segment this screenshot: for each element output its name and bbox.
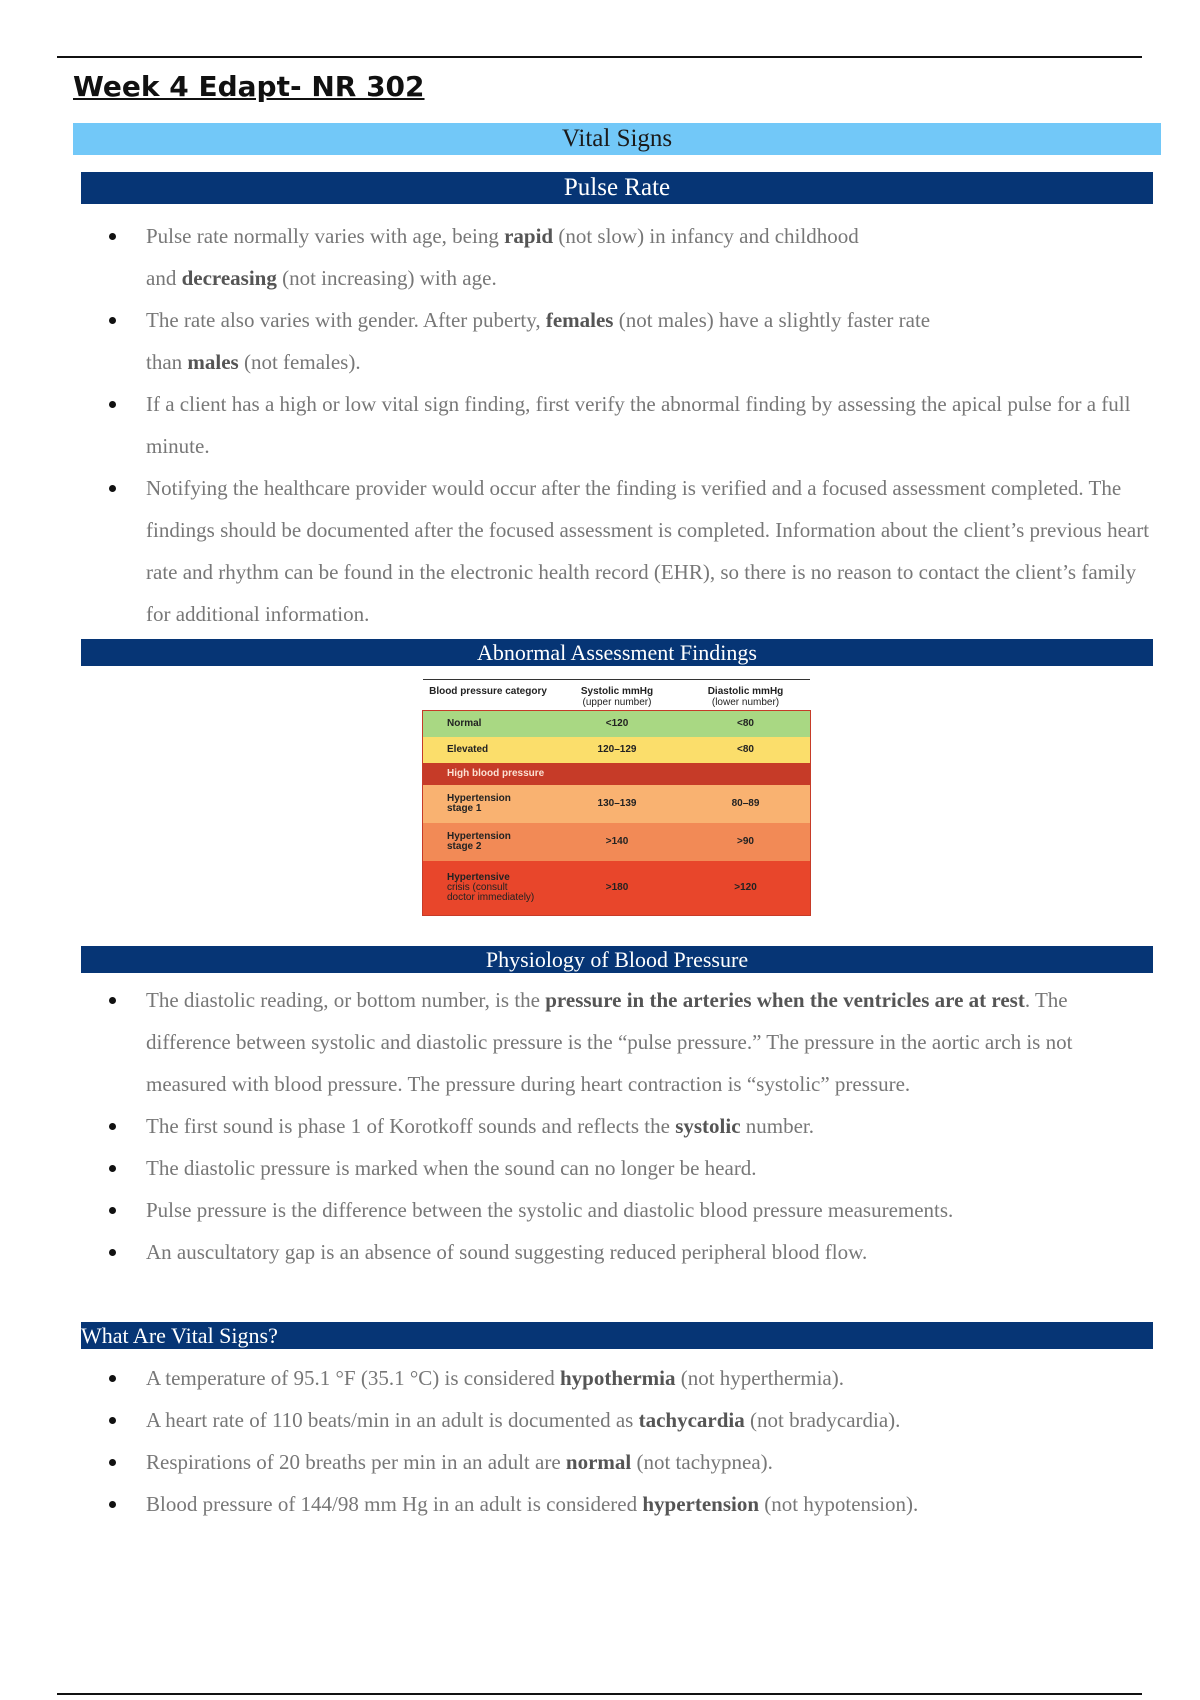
text-run: (not hypotension).	[759, 1492, 919, 1516]
physiology-list	[100, 979, 1152, 1273]
list-item	[100, 979, 1152, 1105]
list-item	[100, 1189, 1152, 1231]
bottom-rule	[57, 1693, 1142, 1695]
text-run: (not females).	[238, 350, 361, 374]
list-item	[100, 1231, 1152, 1273]
list-item	[100, 1441, 1152, 1483]
text-run: The diastolic pressure is marked when the sound can no longer be heard.	[146, 1156, 757, 1180]
text-run: and	[146, 266, 182, 290]
systolic-cell: >180	[553, 861, 681, 915]
blood-pressure-category-table	[423, 679, 810, 915]
bold-term: decreasing	[181, 266, 277, 290]
table-row-crisis	[423, 861, 810, 915]
text-run: Notifying the healthcare provider would occur after the finding is verified and a focused assessment completed. The findings should be documented after the focused assessment is completed. Information about the client’s previous heart rate and rhythm can be found in the electronic health record (EHR), so there is no reason to contact the client’s family for additional information.	[146, 476, 1150, 626]
text-run: The rate also varies with gender. After puberty,	[146, 308, 546, 332]
vital-signs-banner: Vital Signs	[73, 123, 1161, 155]
list-item	[100, 1483, 1152, 1525]
bold-term: tachycardia	[638, 1408, 745, 1432]
bold-term: females	[545, 308, 614, 332]
table-header-row	[423, 680, 810, 712]
systolic-cell: 130–139	[553, 785, 681, 823]
text-run: A heart rate of 110 beats/min in an adult is documented as	[146, 1408, 639, 1432]
category-cell: Normal	[423, 711, 553, 737]
text-run: (not slow) in infancy and childhood	[553, 224, 859, 248]
diastolic-cell: >120	[681, 861, 810, 915]
text-run: (not bradycardia).	[744, 1408, 901, 1432]
table-row-normal	[423, 711, 810, 737]
bold-term: rapid	[504, 224, 554, 248]
list-item	[100, 1147, 1152, 1189]
abnormal-findings-heading: Abnormal Assessment Findings	[81, 639, 1153, 666]
text-run: If a client has a high or low vital sign finding, first verify the abnormal finding by assessing the apical pulse for a full minute.	[146, 392, 1131, 458]
text-run: (not males) have a slightly faster rate	[613, 308, 931, 332]
header-diastolic: Diastolic mmHg (lower number)	[681, 680, 810, 712]
text-run: A temperature of 95.1 °F (35.1 °C) is considered	[146, 1366, 560, 1390]
physiology-heading: Physiology of Blood Pressure	[81, 946, 1153, 973]
header-category: Blood pressure category	[423, 680, 553, 712]
pulse-rate-list	[100, 215, 1152, 635]
bold-term: pressure in the arteries when the ventricles are at rest	[545, 988, 1025, 1012]
systolic-cell: 120–129	[553, 737, 681, 763]
list-item	[100, 1105, 1152, 1147]
text-run: Pulse rate normally varies with age, being	[146, 224, 505, 248]
text-run: Pulse pressure is the difference between the systolic and diastolic blood pressure measurements.	[146, 1198, 954, 1222]
list-item	[100, 215, 1152, 299]
pulse-rate-heading: Pulse Rate	[81, 172, 1153, 204]
text-run: than	[146, 350, 188, 374]
list-item	[100, 299, 1152, 383]
document-title: Week 4 Edapt- NR 302	[73, 70, 425, 103]
text-run: (not tachypnea).	[631, 1450, 773, 1474]
bold-term: systolic	[675, 1114, 741, 1138]
table-row-stage-2	[423, 823, 810, 861]
what-are-vital-signs-heading: What Are Vital Signs?	[81, 1322, 1153, 1349]
table-row-high-blood-pressure	[423, 763, 810, 785]
category-cell: Elevated	[423, 737, 553, 763]
bold-term: hypertension	[642, 1492, 760, 1516]
category-cell: Hypertension stage 2	[423, 823, 553, 861]
systolic-cell: >140	[553, 823, 681, 861]
category-cell: Hypertension stage 1	[423, 785, 553, 823]
text-run: (not hyperthermia).	[675, 1366, 844, 1390]
vital-signs-list	[100, 1357, 1152, 1525]
category-cell: Hypertensive crisis (consult doctor immediately)	[423, 861, 553, 915]
text-run: Blood pressure of 144/98 mm Hg in an adult is considered	[146, 1492, 643, 1516]
text-run: . The difference between systolic and diastolic pressure is the “pulse pressure.” The pressure in the aortic arch is not measured with blood pressure. The pressure during heart contraction is “systolic” pressure.	[146, 988, 1073, 1096]
text-run: number.	[740, 1114, 815, 1138]
list-item	[100, 1399, 1152, 1441]
text-run: The diastolic reading, or bottom number, is the	[146, 988, 546, 1012]
bold-term: males	[187, 350, 239, 374]
table-row-elevated	[423, 737, 810, 763]
bold-term: hypothermia	[559, 1366, 676, 1390]
diastolic-cell: <80	[681, 711, 810, 737]
table-row-stage-1	[423, 785, 810, 823]
list-item	[100, 467, 1152, 635]
diastolic-cell: 80–89	[681, 785, 810, 823]
header-systolic: Systolic mmHg (upper number)	[553, 680, 681, 712]
diastolic-cell: <80	[681, 737, 810, 763]
bold-term: normal	[565, 1450, 632, 1474]
text-run: An auscultatory gap is an absence of sound suggesting reduced peripheral blood flow.	[146, 1240, 868, 1264]
text-run: (not increasing) with age.	[276, 266, 497, 290]
list-item	[100, 383, 1152, 467]
text-run: Respirations of 20 breaths per min in an adult are	[146, 1450, 566, 1474]
systolic-cell: <120	[553, 711, 681, 737]
top-rule	[57, 56, 1142, 58]
text-run: The first sound is phase 1 of Korotkoff sounds and reflects the	[146, 1114, 676, 1138]
high-blood-pressure-label: High blood pressure	[423, 763, 810, 785]
diastolic-cell: >90	[681, 823, 810, 861]
list-item	[100, 1357, 1152, 1399]
